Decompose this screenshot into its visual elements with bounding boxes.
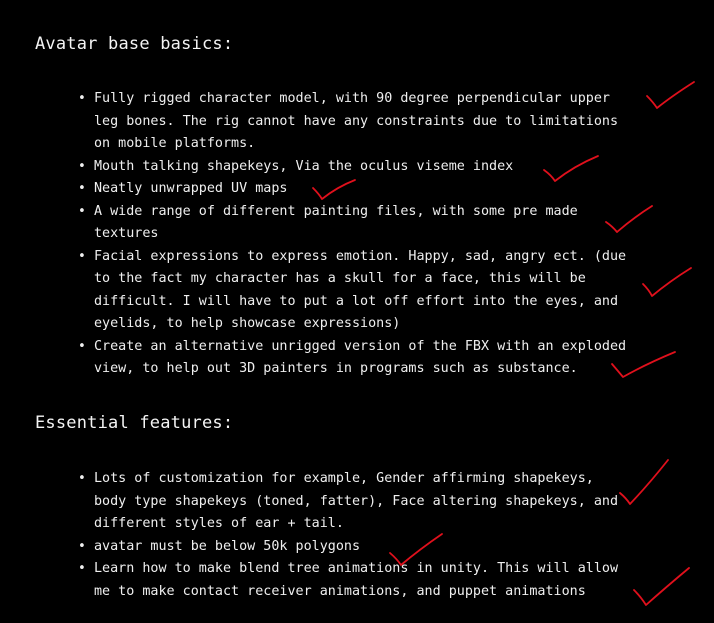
bullet-icon: •	[78, 248, 86, 264]
list-item-text: Mouth talking shapekeys, Via the oculus viseme index	[94, 158, 514, 174]
list-item	[78, 336, 638, 381]
list-item	[78, 88, 638, 156]
list-item	[78, 468, 638, 536]
section-heading-essential-features: Essential features:	[35, 413, 234, 433]
list-item	[78, 156, 638, 179]
bullet-icon: •	[78, 91, 86, 106]
list-item-text: Learn how to make blend tree animations in unity. This will allow me to make contact receiver animations, and puppet animations	[94, 561, 619, 599]
bullet-icon: •	[78, 338, 86, 354]
list-item-text: avatar must be below 50k polygons	[94, 538, 361, 554]
list-item-text: Neatly unwrapped UV maps	[94, 181, 288, 196]
list-item-text: Create an alternative unrigged version of the FBX with an exploded view, to help out 3D painters in programs such as substance.	[94, 338, 627, 376]
bullet-icon: •	[78, 561, 86, 576]
list-item-text: Fully rigged character model, with 90 degree perpendicular upper leg bones. The rig cannot have any constraints due to limitations on mobile platforms.	[94, 91, 619, 151]
list-item	[78, 178, 638, 201]
list-item-text: Facial expressions to express emotion. Happy, sad, angry ect. (due to the fact my character has a skull for a face, this will be difficult. I will have to put a lot off effort into the eyes, and eyelids, to help showcase expressions)	[94, 248, 627, 331]
bullet-icon: •	[78, 158, 86, 174]
list-item-text: Lots of customization for example, Gender affirming shapekeys, body type shapekeys (toned, fatter), Face altering shapekeys, and different styles of ear + tail.	[94, 471, 619, 531]
avatar-basics-list	[78, 88, 638, 381]
list-item	[78, 536, 638, 559]
bullet-icon: •	[78, 538, 86, 554]
list-item	[78, 246, 638, 336]
checkmark-icon	[647, 82, 694, 108]
bullet-icon: •	[78, 181, 86, 196]
list-item	[78, 201, 638, 246]
list-item	[78, 558, 638, 603]
list-item-text: A wide range of different painting files, with some pre made textures	[94, 203, 578, 241]
checkmark-icon	[643, 268, 691, 296]
section-heading-avatar-basics: Avatar base basics:	[35, 34, 234, 54]
essential-features-list	[78, 468, 638, 603]
checkmark-icon	[634, 568, 689, 605]
bullet-icon: •	[78, 471, 86, 486]
bullet-icon: •	[78, 203, 86, 219]
